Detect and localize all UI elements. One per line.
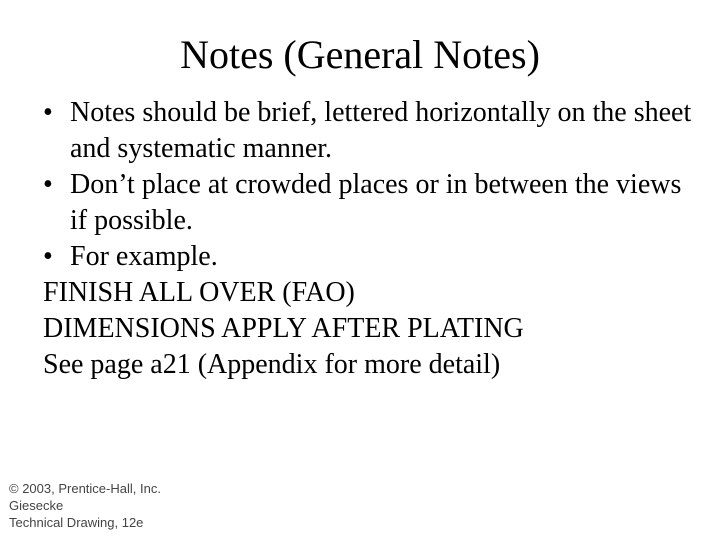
example-note-line: See page a21 (Appendix for more detail) xyxy=(43,349,501,380)
bullet-item xyxy=(43,95,703,167)
bullet-icon: • xyxy=(43,97,53,128)
footer-line: Giesecke xyxy=(9,498,64,513)
copyright-footer xyxy=(9,480,161,531)
bullet-item xyxy=(43,167,703,239)
slide-title: Notes (General Notes) xyxy=(180,32,540,77)
bullet-item xyxy=(43,239,703,275)
bullet-icon: • xyxy=(43,241,53,272)
example-note-line: DIMENSIONS APPLY AFTER PLATING xyxy=(43,313,524,344)
slide-body xyxy=(43,95,703,383)
bullet-list xyxy=(43,95,703,275)
example-note-line: FINISH ALL OVER (FAO) xyxy=(43,277,355,308)
bullet-icon: • xyxy=(43,169,53,200)
footer-line: © 2003, Prentice-Hall, Inc. xyxy=(9,481,161,496)
bullet-text: Don’t place at crowded places or in between the views if possible. xyxy=(70,169,682,236)
bullet-text: Notes should be brief, lettered horizontally on the sheet and systematic manner. xyxy=(70,97,692,164)
footer-line: Technical Drawing, 12e xyxy=(9,515,144,530)
bullet-text: For example. xyxy=(70,241,218,272)
